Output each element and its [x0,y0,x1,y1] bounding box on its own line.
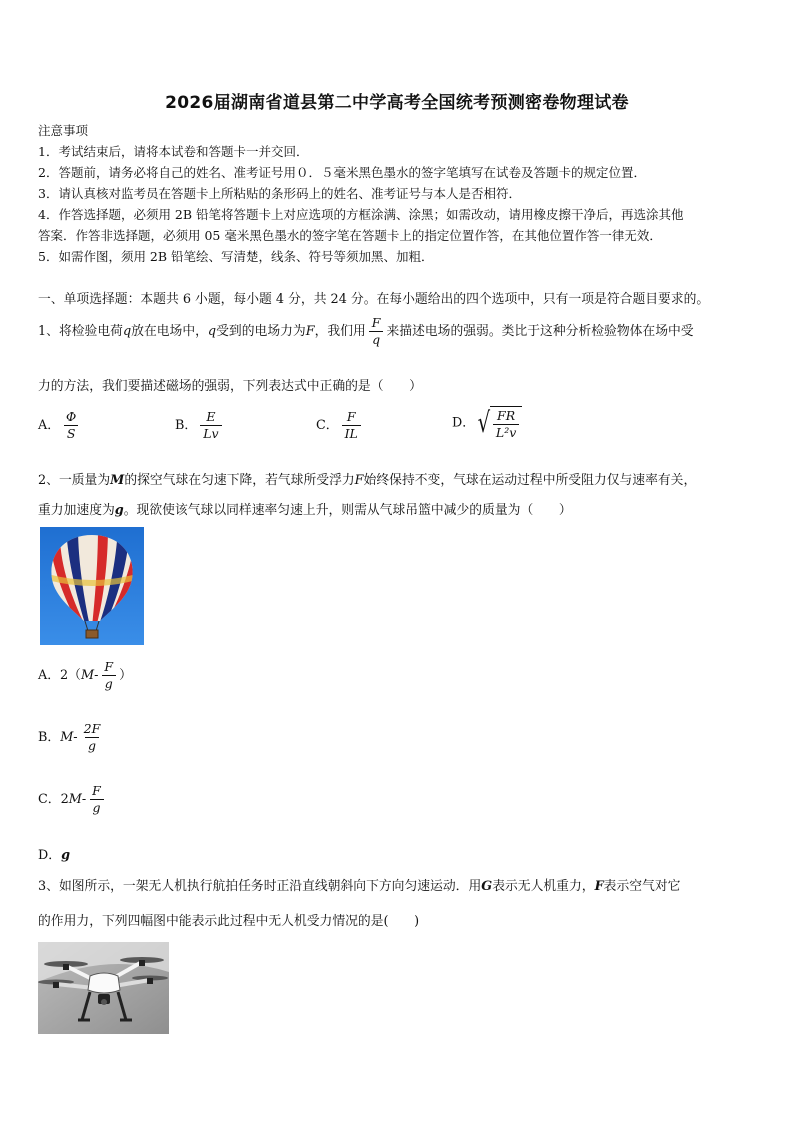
option-2b[interactable]: B．M- $\frac{2F}{g}$ [38,721,101,753]
option-1b[interactable]: B． $\frac{E}{Lv}$ [175,410,225,441]
question-1-line-2: 力的方法，我们要描述磁场的强弱，下列表达式中正确的是（ ） [38,379,422,394]
drone-image [38,942,169,1034]
notice-item: 答案．作答非选择题，必须用 05 毫米黑色墨水的签字笔在答题卡上的指定位置作答，在其他位置作答一律无效． [38,228,662,243]
notice-item: 5．如需作图，须用 2B 铅笔绘、写清楚，线条、符号等须加黑、加粗． [38,249,434,264]
notice-heading: 注意事项 [38,123,89,138]
option-1c[interactable]: C． $\frac{F}{IL}$ [316,410,364,441]
question-2-line-2: 重力加速度为g。现欲使该气球以同样速率匀速上升，则需从气球吊篮中减少的质量为（ ） [38,503,572,518]
option-1a[interactable]: A． $\frac{\Phi}{S}$ [38,410,82,441]
notice-item: 3．请认真核对监考员在答题卡上所粘贴的条形码上的姓名、准考证号与本人是否相符． [38,186,521,201]
section-heading: 一、单项选择题：本题共 6 小题，每小题 4 分，共 24 分。在每小题给出的四个选项中，只有一项是符合题目要求的。 [38,292,710,307]
notice-item: 1．考试结束后，请将本试卷和答题卡一并交回． [38,144,309,159]
hot-air-balloon-image [40,527,144,645]
question-3-line-2: 的作用力，下列四幅图中能表示此过程中无人机受力情况的是( ) [38,914,420,929]
notice-item: 4．作答选择题，必须用 2B 铅笔将答题卡上对应选项的方框涂满、涂黑；如需改动，请用橡皮擦干净后，再选涂其他 [38,207,684,222]
option-1d[interactable]: D． √ $\frac{FR}{\text{L²v}}$ [452,406,522,440]
notice-item: 2．答题前，请务必将自己的姓名、准考证号用０．５毫米黑色墨水的签字笔填写在试卷及答题卡的规定位置． [38,165,646,180]
option-2c[interactable]: C．2M- $\frac{F}{g}$ [38,784,107,815]
question-3-line-1: 3、如图所示，一架无人机执行航拍任务时正沿直线朝斜向下方向匀速运动．用G表示无人机重力，F表示空气对它 [38,879,681,894]
question-1-line-1: 1、将检验电荷q放在电场中，q受到的电场力为F，我们用 $\frac{F}{q}$ 来描述电场的强弱。类比于这种分析检验物体在场中受 [38,315,694,347]
page-title: 2026届湖南省道县第二中学高考全国统考预测密卷物理试卷 [165,93,629,113]
option-2d[interactable]: D．g [38,848,71,863]
question-2-line-1: 2、一质量为M的探空气球在匀速下降，若气球所受浮力F始终保持不变，气球在运动过程中所受阻力仅与速率有关， [38,473,697,488]
fraction-f-over-q: $\frac{F}{q}$ [369,316,384,347]
option-2a[interactable]: A．2（M- $\frac{F}{g}$ ） [38,659,132,691]
square-root: √ $\frac{FR}{\text{L²v}}$ [475,406,522,440]
